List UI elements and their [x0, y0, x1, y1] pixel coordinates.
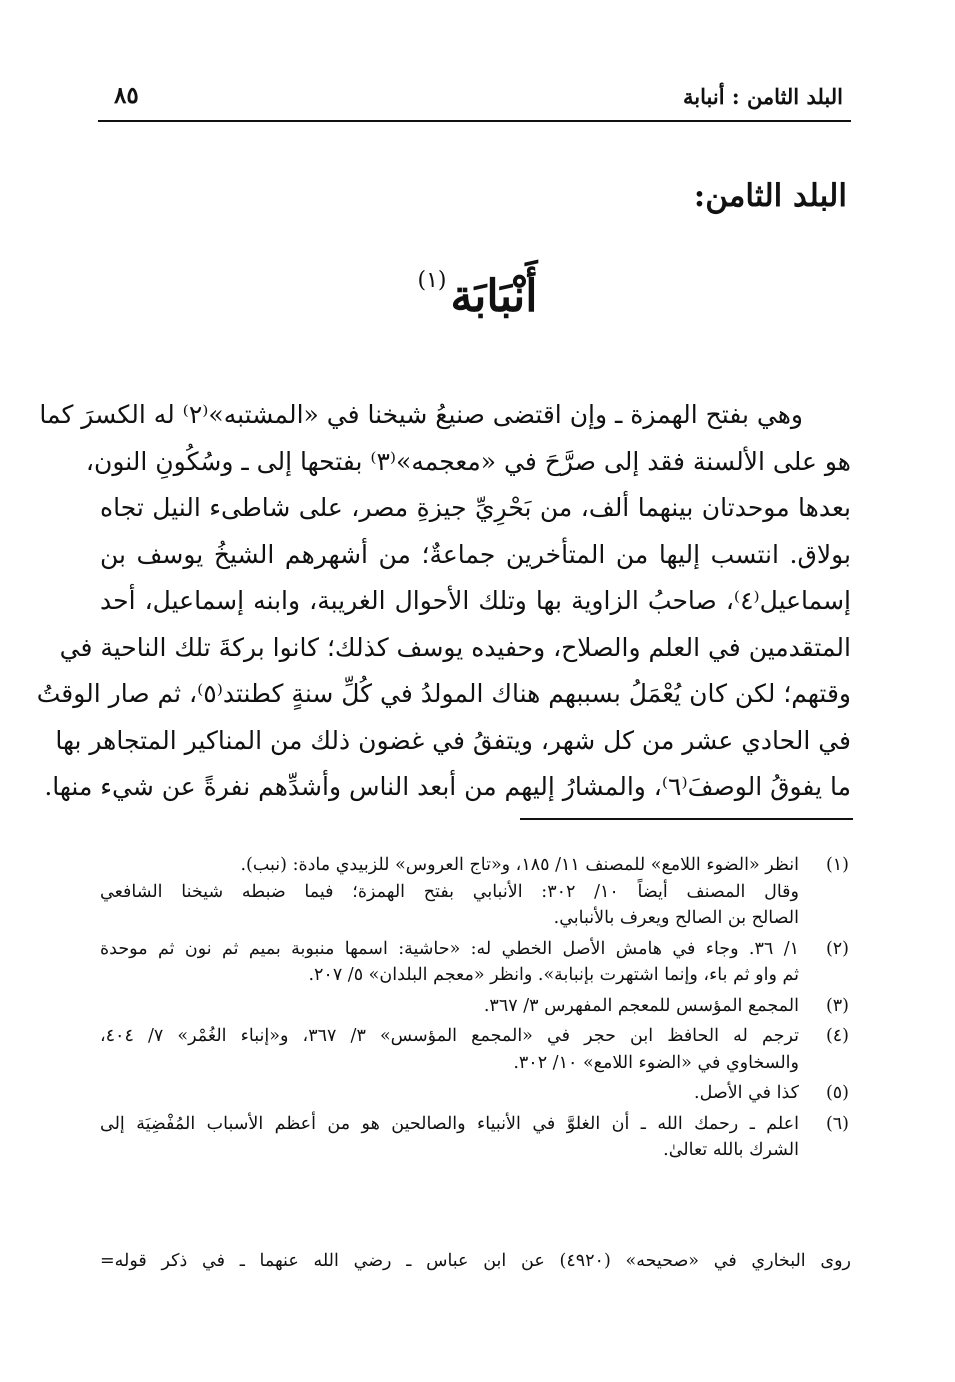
footnote-continuation: روى البخاري في «صحيحه» (٤٩٢٠) عن ابن عباس ـ رضي الله عنهما ـ في ذكر قوله= [100, 1251, 851, 1271]
body-line: وهي بفتح الهمزة ـ وإن اقتضى صنيعُ شيخنا في «المشتبه»⁽٢⁾ له الكسرَ كما [39, 400, 803, 429]
footnote-number: (٦) [825, 1113, 849, 1134]
footnote-separator [520, 818, 853, 820]
body-line: إسماعيل⁽٤⁾، صاحبُ الزاوية بها وتلك الأحوال الغريبة، وابنه إسماعيل، أحد [100, 586, 851, 615]
footnote [100, 1111, 851, 1164]
entry-name: أَنْبَابَة [450, 271, 538, 322]
footnote-line: والسخاوي في «الضوء اللامع» ١٠/ ٣٠٢. [513, 1052, 799, 1073]
footnote [100, 1080, 851, 1107]
body-line: في الحادي عشر من كل شهر، ويتفقُ في غضون ذلك من المناكير المتجاهر بها [55, 725, 851, 755]
footnote [100, 936, 851, 989]
footnote-line: المجمع المؤسس للمعجم المفهرس ٣/ ٣٦٧. [483, 995, 799, 1016]
footnote-number: (٣) [825, 995, 849, 1016]
footnote-line: ثم واو ثم باء، وإنما اشتهرت بإنبابة». وانظر «معجم البلدان» ٥/ ٢٠٧. [308, 965, 799, 985]
footnotes [100, 852, 851, 1168]
footnote-line: كذا في الأصل. [694, 1083, 799, 1103]
body-text [36, 392, 851, 811]
footnote [100, 993, 851, 1020]
footnote [100, 1023, 851, 1076]
section-heading: البلد الثامن: [693, 178, 847, 214]
footnote-number: (٢) [825, 938, 849, 959]
footnote-number: (٥) [825, 1083, 849, 1103]
footnote-line: ١/ ٣٦. وجاء في هامش الأصل الخطي له: «حاشية: اسمها منبوبة بميم ثم نون ثم موحدة [100, 938, 799, 959]
entry-title [0, 268, 955, 322]
body-line: المتقدمين في العلم والصلاح، وحفيده يوسف كذلك؛ كانوا بركةَ تلك الناحية في [59, 632, 851, 662]
header-rule [98, 120, 851, 122]
body-line: وقتهم؛ لكن كان يُعْمَلُ بسببهم هناك المولدُ في كُلِّ سنةٍ كطنتد⁽٥⁾، ثم صار الوقتُ [36, 679, 851, 708]
body-line: بولاق. انتسب إليها من المتأخرين جماعةٌ؛ من أشهرهم الشيخُ يوسف بن [100, 539, 851, 569]
running-header [98, 82, 851, 118]
footnote [100, 852, 851, 932]
footnote-line: الشرك بالله تعالىٰ. [663, 1140, 799, 1160]
footnote-line: وقال المصنف أيضاً ١٠/ ٣٠٢: الأنبابي بفتح الهمزة؛ فيما ضبطه شيخنا الشافعي [100, 881, 799, 902]
footnote-number: (٤) [825, 1026, 849, 1046]
footnote-line: انظر «الضوء اللامع» للمصنف ١١/ ١٨٥، و«تاج العروس» للزبيدي مادة: (نبب). [240, 855, 799, 875]
running-title: البلد الثامن : أنبابة [683, 84, 843, 109]
entry-footnote-ref: (١) [417, 268, 447, 293]
footnote-line: الصالح بن الصالح ويعرف بالأنبابي. [553, 908, 799, 928]
footnote-number: (١) [825, 855, 849, 875]
page-number: ٨٥ [114, 82, 139, 109]
body-line: بعدها موحدتان بينهما ألف، من بَحْرِيِّ جيزةِ مصر، على شاطىء النيل تجاه [100, 493, 851, 522]
footnote-line: اعلم ـ رحمك الله ـ أن الغلوَّ في الأنبياء والصالحين هو من أعظم الأسباب المُفْضِيَة إلى [100, 1113, 799, 1134]
body-line: ما يفوقُ الوصفَ⁽٦⁾، والمشارُ إليهم من أبعد الناس وأشدِّهم نفرةً عن شيء منها. [44, 772, 851, 801]
body-line: هو على الألسنة فقد إلى صرَّحَ في «معجمه»⁽٣⁾ بفتحها إلى ـ وسُكُونِ النون، [85, 446, 851, 476]
footnote-line: ترجم له الحافظ ابن حجر في «المجمع المؤسس» ٣/ ٣٦٧، و«إنباء الغُمْر» ٧/ ٤٠٤، [100, 1026, 799, 1046]
